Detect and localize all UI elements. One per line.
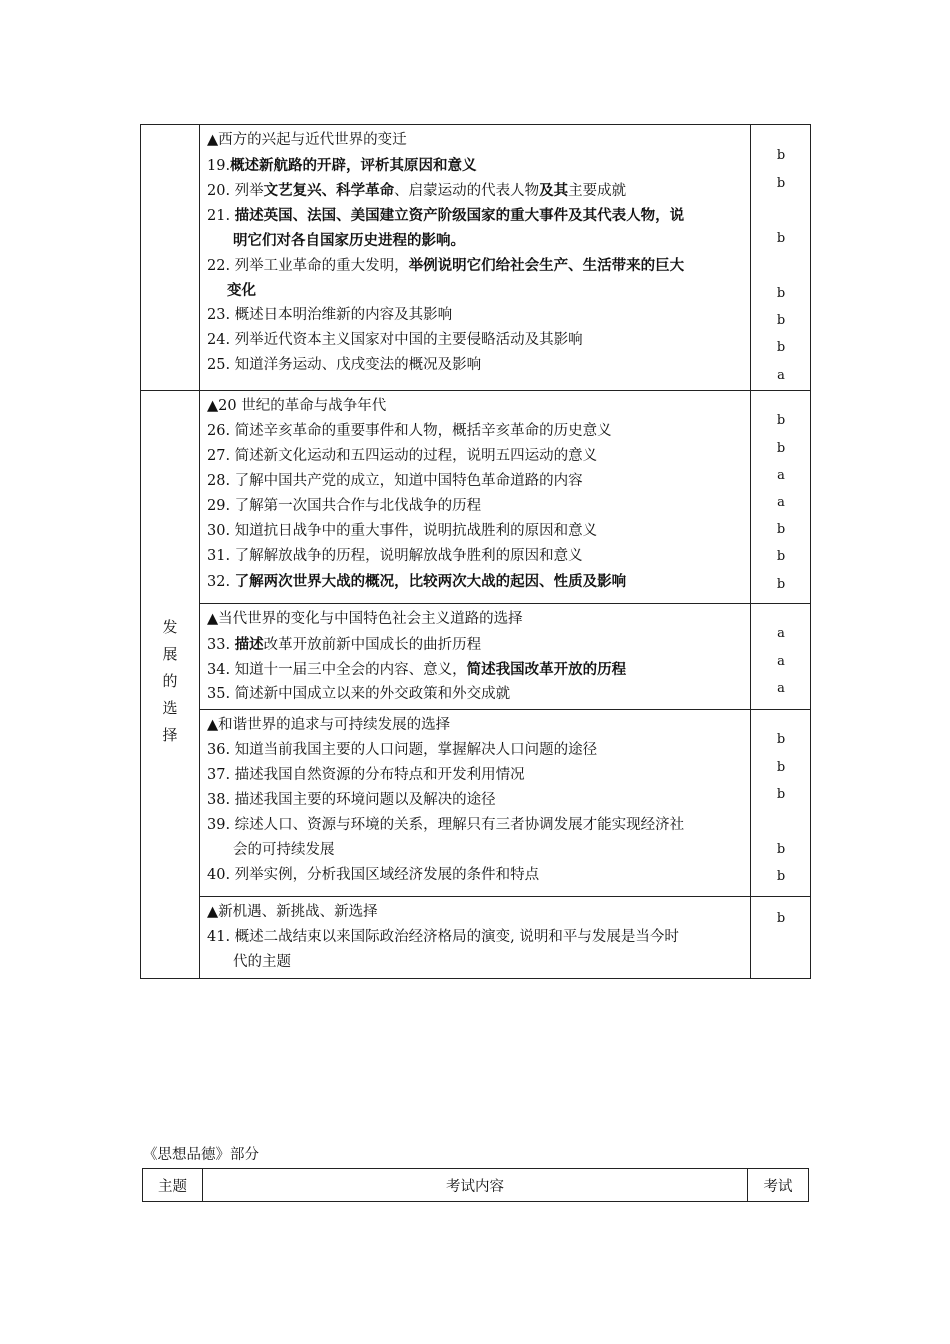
list-item — [207, 303, 744, 328]
morality-table — [142, 1168, 809, 1202]
item-text: 简述我国改革开放的历程 — [466, 661, 627, 678]
list-item — [207, 632, 744, 657]
level-value: b — [776, 522, 786, 537]
item-text: 描述英国、法国、美国建立资产阶级国家的重大事件及其代表人物，说 — [234, 207, 685, 224]
item-text: 31. 了解解放战争的历程，说明解放战争胜利的原因和意义 — [207, 548, 583, 564]
list-item — [207, 682, 744, 707]
curriculum-table — [140, 124, 811, 979]
level-column — [751, 710, 811, 897]
list-item — [207, 419, 744, 444]
item-text: 36. 知道当前我国主要的人口问题，掌握解决人口问题的途径 — [207, 742, 598, 758]
list-item — [207, 569, 744, 594]
item-text: 25. 知道洋务运动、戊戌变法的概况及影响 — [207, 357, 482, 373]
list-item — [207, 863, 744, 888]
section-content — [200, 604, 751, 710]
list-item-continuation — [207, 950, 744, 975]
item-text: 41. 概述二战结束以来国际政治经济格局的演变, 说明和平与发展是当今时 — [207, 929, 679, 945]
item-text: 文艺复兴、科学革命 — [263, 182, 395, 199]
section-content — [200, 125, 751, 391]
list-item — [207, 657, 744, 682]
level-value: b — [776, 441, 786, 456]
item-text: 改革开放前新中国成长的曲折历程 — [263, 637, 482, 653]
level-value: a — [777, 468, 785, 483]
level-value: b — [776, 732, 786, 747]
item-text: 主要成就 — [568, 183, 627, 199]
header-content: 考试内容 — [203, 1169, 748, 1202]
theme-char: 发 — [162, 618, 178, 636]
theme-cell-empty — [141, 125, 200, 391]
list-item — [207, 788, 744, 813]
item-text: 、启蒙运动的代表人物 — [394, 183, 540, 199]
theme-char: 的 — [162, 672, 178, 690]
level-value: b — [776, 577, 786, 592]
item-text: 会的可持续发展 — [233, 842, 335, 858]
list-item — [207, 444, 744, 469]
item-text: 28. 了解中国共产党的成立，知道中国特色革命道路的内容 — [207, 473, 583, 489]
item-text: 29. 了解第一次国共合作与北伐战争的历程 — [207, 498, 482, 514]
item-text: 38. 描述我国主要的环境问题以及解决的途径 — [207, 792, 496, 808]
level-column — [751, 604, 811, 710]
item-text: 19. — [207, 158, 231, 174]
list-item-continuation — [207, 278, 744, 303]
section-header: ▲20 世纪的革命与战争年代 — [207, 398, 387, 414]
level-value: a — [777, 626, 785, 641]
item-text: 27. 简述新文化运动和五四运动的过程，说明五四运动的意义 — [207, 448, 598, 464]
theme-char: 展 — [162, 645, 178, 663]
list-item — [207, 253, 744, 278]
level-value: b — [776, 869, 786, 884]
item-text: 23. 概述日本明治维新的内容及其影响 — [207, 307, 453, 323]
item-text: 26. 简述辛亥革命的重要事件和人物，概括辛亥革命的历史意义 — [207, 423, 612, 439]
item-text: 32. — [207, 574, 235, 590]
item-text: 描述 — [234, 636, 264, 653]
level-value: b — [776, 286, 786, 301]
item-text: 34. 知道十一届三中全会的内容、意义， — [207, 662, 467, 678]
list-item-continuation — [207, 228, 744, 253]
section-subtitle: 《思想品德》部分 — [143, 1147, 259, 1163]
level-column — [751, 391, 811, 604]
list-item — [207, 519, 744, 544]
item-text: 24. 列举近代资本主义国家对中国的主要侵略活动及其影响 — [207, 332, 583, 348]
section-header: ▲西方的兴起与近代世界的变迁 — [207, 132, 407, 148]
item-text: 33. — [207, 637, 235, 653]
item-text: 39. 综述人口、资源与环境的关系，理解只有三者协调发展才能实现经济社 — [207, 817, 685, 833]
level-value: b — [776, 842, 786, 857]
list-item — [207, 763, 744, 788]
list-item-continuation — [207, 838, 744, 863]
header-theme: 主题 — [143, 1169, 203, 1202]
section-header: ▲新机遇、新挑战、新选择 — [207, 904, 378, 920]
section-header: ▲当代世界的变化与中国特色社会主义道路的选择 — [207, 611, 523, 627]
item-text: 概述新航路的开辟，评析其原因和意义 — [230, 157, 477, 174]
level-value: b — [776, 313, 786, 328]
level-column — [751, 897, 811, 979]
item-text: 37. 描述我国自然资源的分布特点和开发利用情况 — [207, 767, 525, 783]
item-text: 22. 列举工业革命的重大发明， — [207, 258, 409, 274]
level-column — [751, 125, 811, 391]
level-value: b — [776, 176, 786, 191]
section-header: ▲和谐世界的追求与可持续发展的选择 — [207, 717, 451, 733]
item-text: 20. 列举 — [207, 183, 264, 199]
section-content — [200, 391, 751, 604]
level-value: a — [777, 368, 785, 383]
theme-char: 择 — [162, 726, 178, 744]
list-item — [207, 178, 744, 203]
level-value: b — [776, 148, 786, 163]
list-item — [207, 544, 744, 569]
theme-char: 选 — [162, 699, 178, 717]
theme-label — [141, 614, 199, 749]
level-value: a — [777, 495, 785, 510]
item-text: 30. 知道抗日战争中的重大事件，说明抗战胜利的原因和意义 — [207, 523, 598, 539]
list-item — [207, 328, 744, 353]
level-value: b — [776, 413, 786, 428]
header-exam: 考试 — [748, 1169, 809, 1202]
item-text: 21. — [207, 208, 235, 224]
item-text: 40. 列举实例，分析我国区域经济发展的条件和特点 — [207, 867, 540, 883]
level-value: b — [776, 340, 786, 355]
list-item — [207, 925, 744, 950]
list-item — [207, 203, 744, 228]
item-text: 35. 简述新中国成立以来的外交政策和外交成就 — [207, 686, 511, 702]
level-value: b — [776, 760, 786, 775]
list-item — [207, 813, 744, 838]
item-text: 代的主题 — [233, 954, 291, 970]
list-item — [207, 738, 744, 763]
item-text: 了解两次世界大战的概况，比较两次大战的起因、性质及影响 — [234, 573, 627, 590]
list-item — [207, 153, 744, 178]
item-text: 变化 — [227, 282, 256, 299]
list-item — [207, 494, 744, 519]
level-value: a — [777, 681, 785, 696]
item-text: 举例说明它们给社会生产、生活带来的巨大 — [408, 257, 685, 274]
level-value: b — [776, 911, 786, 926]
item-text: 明它们对各自国家历史进程的影响。 — [233, 232, 465, 249]
level-value: b — [776, 231, 786, 246]
list-item — [207, 353, 744, 378]
item-text: 及其 — [539, 182, 569, 199]
level-value: b — [776, 787, 786, 802]
level-value: b — [776, 549, 786, 564]
section-content — [200, 897, 751, 979]
list-item — [207, 469, 744, 494]
level-value: a — [777, 654, 785, 669]
section-content — [200, 710, 751, 897]
